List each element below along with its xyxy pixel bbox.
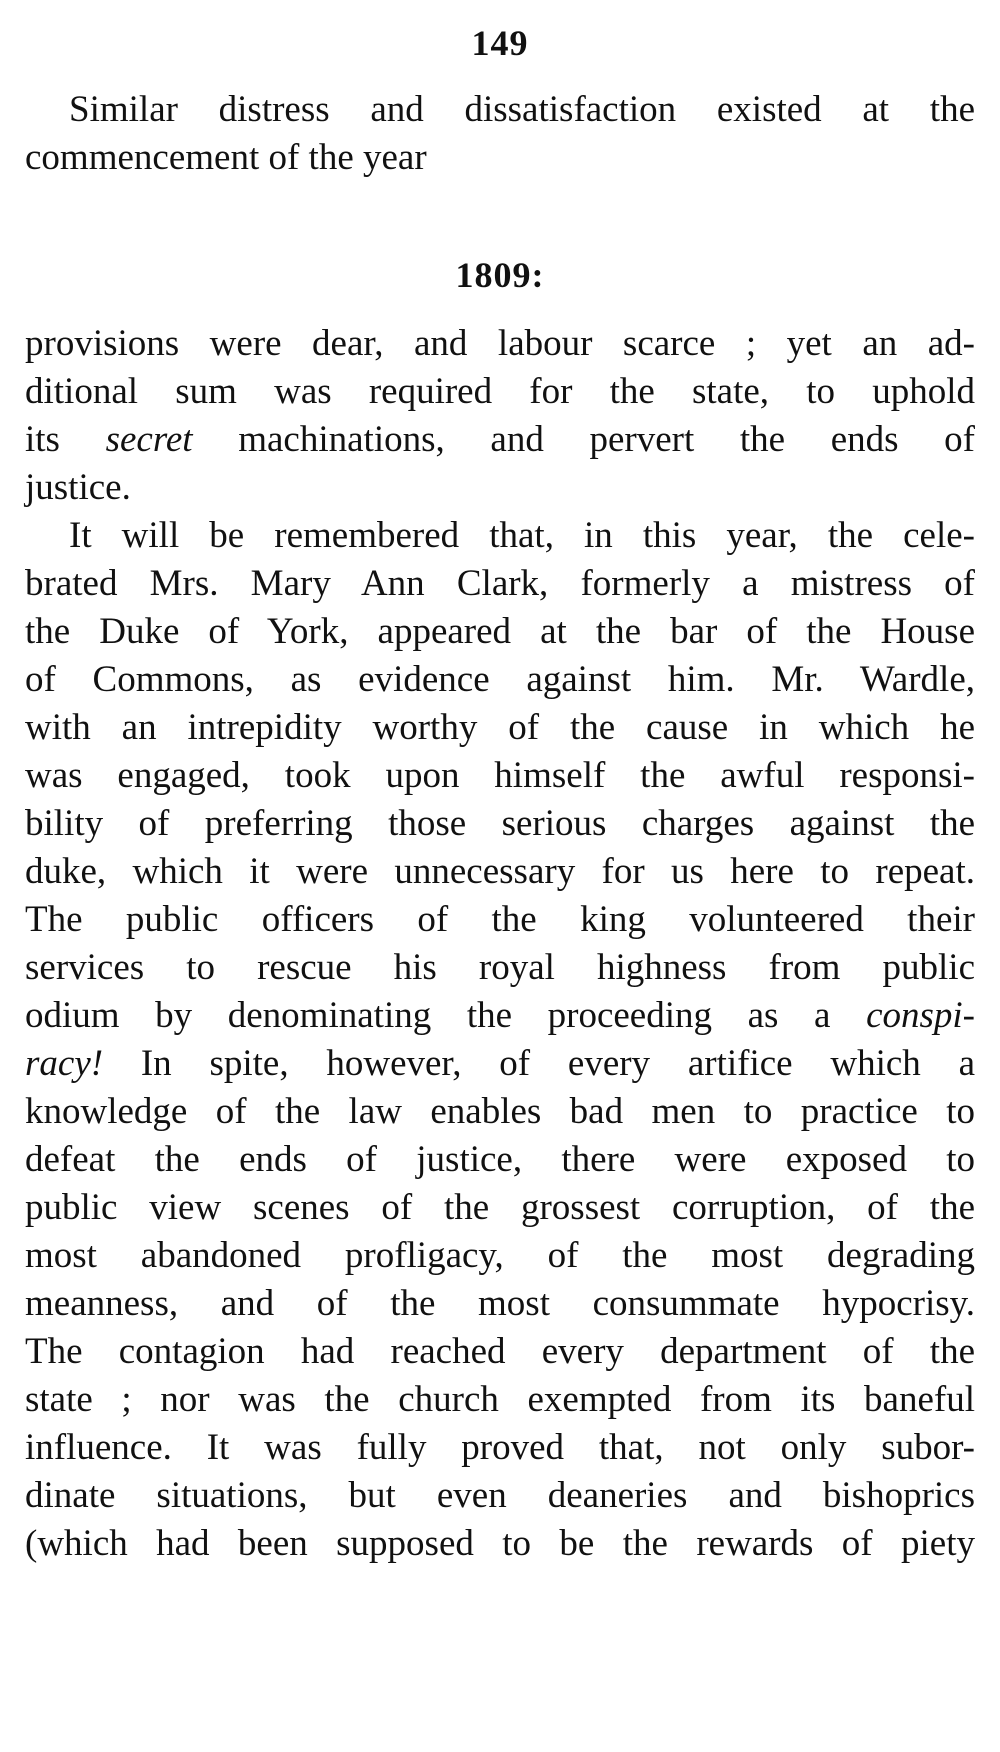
text-line: the Duke of York, appeared at the bar of the House	[25, 611, 975, 652]
text-line: defeat the ends of justice, there were exposed to	[25, 1139, 975, 1180]
text-line: brated Mrs. Mary Ann Clark, formerly a mistress of	[25, 563, 975, 604]
text-line: The contagion had reached every department of the	[25, 1331, 975, 1372]
text-line: most abandoned profligacy, of the most degrading	[25, 1235, 975, 1276]
text-line: was engaged, took upon himself the awful responsi-	[25, 755, 975, 796]
text-line: It will be remembered that, in this year, the cele-	[69, 515, 975, 556]
text-line: knowledge of the law enables bad men to practice to	[25, 1091, 975, 1132]
text-line: Similar distress and dissatisfaction existed at the	[69, 89, 975, 130]
text-line: dinate situations, but even deaneries and bishoprics	[25, 1475, 975, 1516]
text-line	[25, 1038, 975, 1090]
text-line	[25, 990, 975, 1042]
text-line: duke, which it were unnecessary for us here to repeat.	[25, 851, 975, 892]
year-heading: 1809:	[455, 255, 545, 295]
text-segment: In spite, however, of every artifice which a	[103, 1043, 975, 1084]
text-line: state ; nor was the church exempted from its baneful	[25, 1379, 975, 1420]
text-segment: machinations, and pervert the ends of	[192, 419, 975, 460]
text-segment: odium by denominating the proceeding as a	[25, 995, 867, 1036]
text-line: meanness, and of the most consummate hypocrisy.	[25, 1283, 975, 1324]
text-line: provisions were dear, and labour scarce ; yet an ad-	[25, 323, 975, 364]
text-line: with an intrepidity worthy of the cause in which he	[25, 707, 975, 748]
text-line: bility of preferring those serious charges against the	[25, 803, 975, 844]
text-line: services to rescue his royal highness from public	[25, 947, 975, 988]
book-page	[25, 0, 975, 1752]
text-line: The public officers of the king volunteered their	[25, 899, 975, 940]
text-line: public view scenes of the grossest corruption, of the	[25, 1187, 975, 1228]
text-line	[25, 414, 975, 466]
text-line: commencement of the year	[25, 137, 427, 178]
italic-word: conspi-	[866, 995, 975, 1036]
text-line: influence. It was fully proved that, not only subor-	[25, 1427, 975, 1468]
italic-word: racy!	[25, 1043, 104, 1084]
italic-word: secret	[105, 419, 193, 460]
page-number: 149	[471, 23, 529, 63]
text-line: of Commons, as evidence against him. Mr. Wardle,	[25, 659, 975, 700]
text-line: justice.	[25, 467, 131, 508]
text-line: ditional sum was required for the state, to uphold	[25, 371, 975, 412]
text-line: (which had been supposed to be the rewards of piety	[25, 1523, 975, 1564]
text-segment: its	[25, 419, 106, 460]
